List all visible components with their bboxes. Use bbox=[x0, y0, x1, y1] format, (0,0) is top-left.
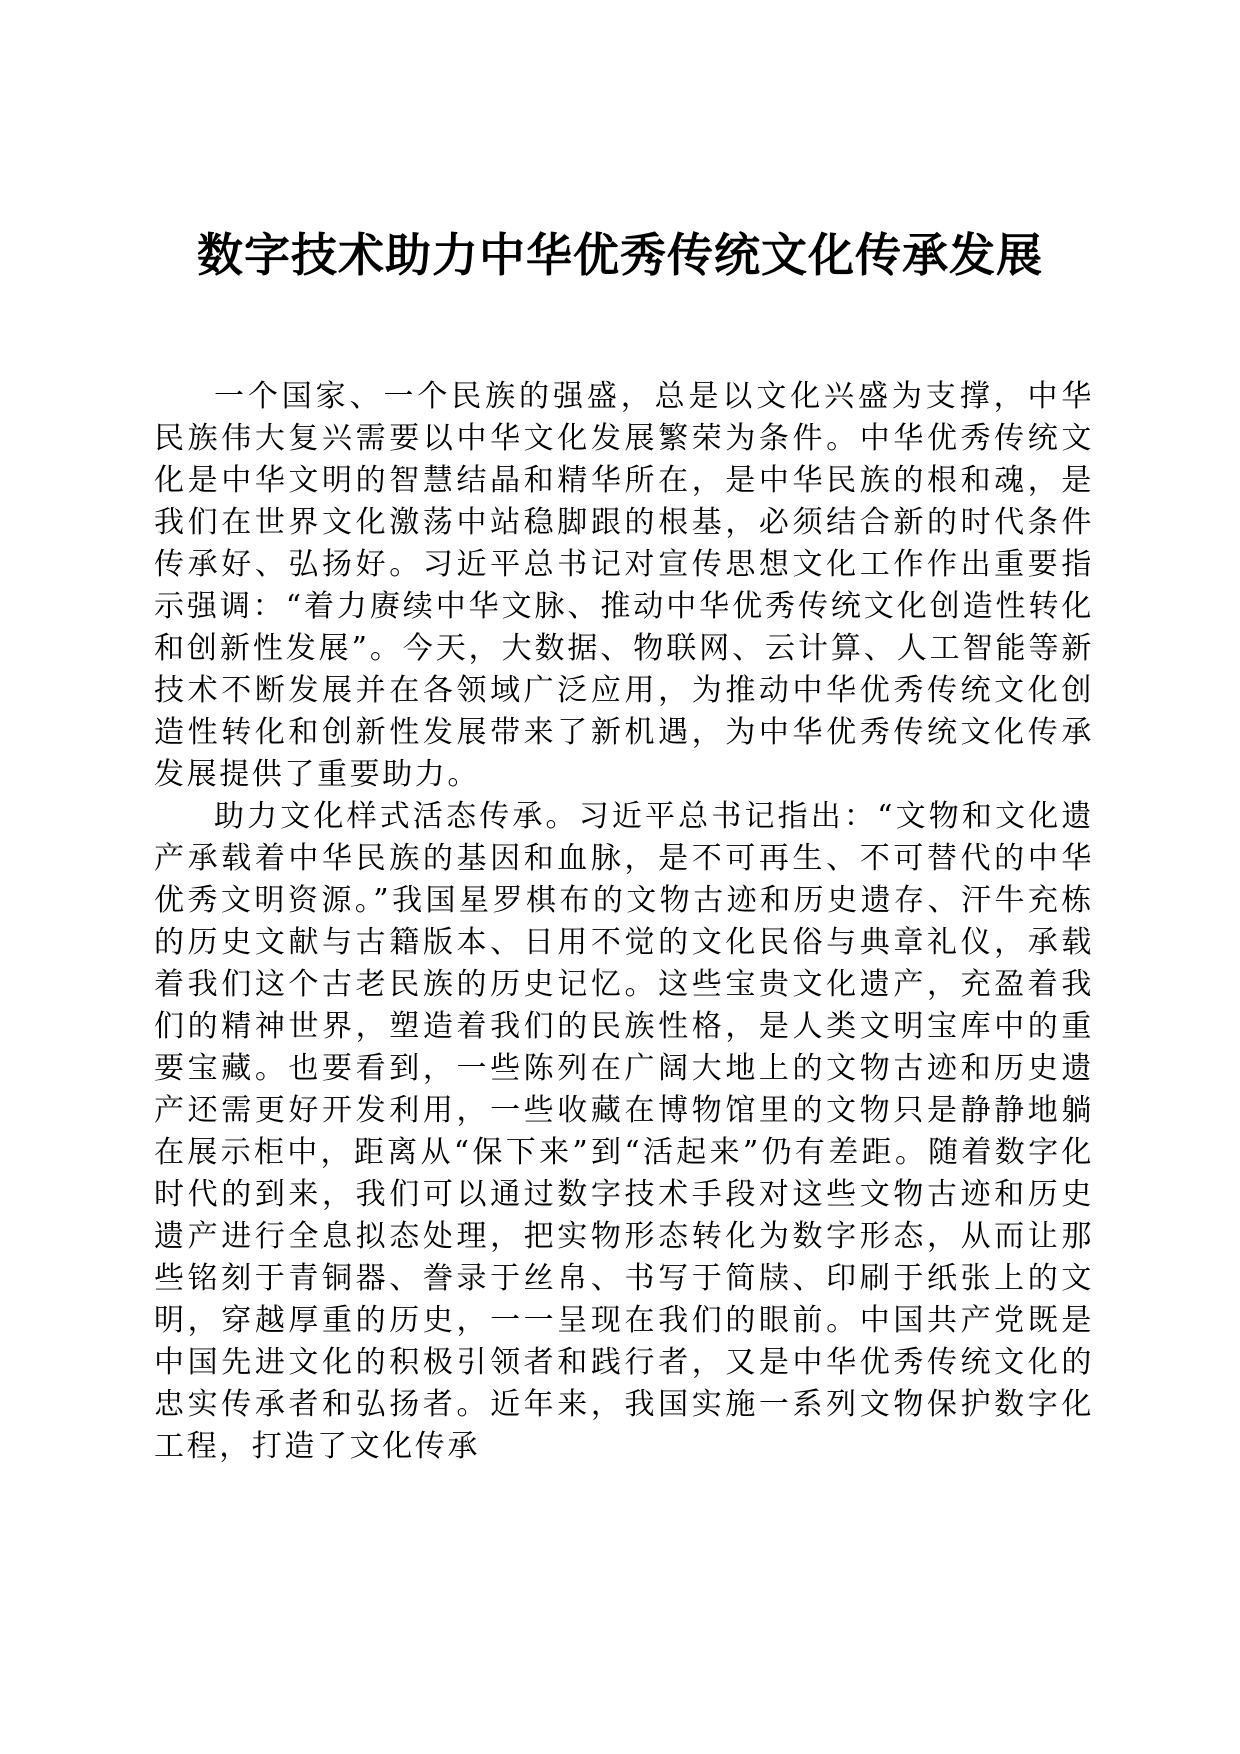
document-title: 数字技术助力中华优秀传统文化传承发展 bbox=[197, 228, 1043, 282]
paragraph-intro: 一个国家、一个民族的强盛，总是以文化兴盛为支撑，中华民族伟大复兴需要以中华文化发展繁荣为条件。中华优秀传统文化是中华文明的智慧结晶和精华所在，是中华民族的根和魂，是我们在世界文化激荡中站稳脚跟的根基，必须结合新的时代条件传承好、弘扬好。习近平总书记对宣传思想文化工作作出重要指示强调：“着力赓续中华文脉、推动中华优秀传统文化创造性转化和创新性发展”。今天，大数据、物联网、云计算、人工智能等新技术不断发展并在各领域广泛应用，为推动中华优秀传统文化创造性转化和创新性发展带来了新机遇，为中华优秀传统文化传承发展提供了重要助力。 bbox=[154, 379, 1094, 792]
paragraph-cultural-heritage: 助力文化样式活态传承。习近平总书记指出：“文物和文化遗产承载着中华民族的基因和血脉，是不可再生、不可替代的中华优秀文明资源。”我国星罗棋布的文物古迹和历史遗存、汗牛充栋的历史文献与古籍版本、日用不觉的文化民俗与典章礼仪，承载着我们这个古老民族的历史记忆。这些宝贵文化遗产，充盈着我们的精神世界，塑造着我们的民族性格，是人类文明宝库中的重要宝藏。也要看到，一些陈列在广阔大地上的文物古迹和历史遗产还需更好开发利用，一些收藏在博物馆里的文物只是静静地躺在展示柜中，距离从“保下来”到“活起来”仍有差距。随着数字化时代的到来，我们可以通过数字技术手段对这些文物古迹和历史遗产进行全息拟态处理，把实物形态转化为数字形态，从而让那些铭刻于青铜器、誊录于丝帛、书写于简牍、印刷于纸张上的文明，穿越厚重的历史，一一呈现在我们的眼前。中国共产党既是中国先进文化的积极引领者和践行者，又是中华优秀传统文化的忠实传承者和弘扬者。近年来，我国实施一系列文物保护数字化工程，打造了文化传承 bbox=[154, 799, 1094, 1464]
document-body bbox=[154, 376, 1094, 1468]
